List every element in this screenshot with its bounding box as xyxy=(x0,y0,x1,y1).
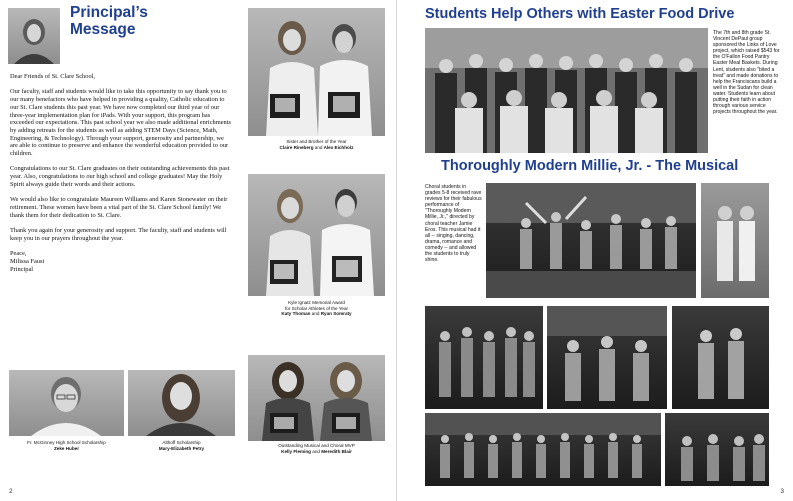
caption-title: Kyle Ignatz Memorial Award xyxy=(288,300,345,305)
award-photo-musical-mvp xyxy=(248,355,385,441)
caption-title: Althoff Scholarship xyxy=(162,440,201,445)
page-number-right: 3 xyxy=(780,488,784,495)
award-photo-scholar-athletes xyxy=(248,174,385,296)
letter-salutation: Dear Friends of St. Clare School, xyxy=(10,73,96,80)
award-photo-sister-brother xyxy=(248,8,385,136)
musical-photo-finale xyxy=(486,183,696,298)
musical-photo-duet xyxy=(701,183,769,298)
musical-photo-cast-1 xyxy=(425,306,543,409)
caption-conjunction: and xyxy=(311,311,320,317)
musical-photo-ensemble xyxy=(665,413,769,486)
caption-musical-mvp xyxy=(248,443,385,454)
letter-signature-title: Principal xyxy=(10,265,34,273)
caption-names xyxy=(248,449,385,455)
letter-paragraph: Congratulations to our St. Clare graduates on their outstanding achievements this past year. Also, congratulations to our high school and college graduates! May the Holy Spirit always guide their words and their actions. xyxy=(10,165,230,188)
heading-line-2: Message xyxy=(70,21,136,38)
principal-letter xyxy=(10,73,232,273)
winner-name: Kelly Fleming xyxy=(281,448,311,454)
musical-photo-cast-3 xyxy=(672,306,769,409)
left-page xyxy=(0,0,396,501)
heading-line-1: Principal’s xyxy=(70,4,148,21)
musical-text: Choral students in grades 5-8 received rave reviews for their fabulous performance of "Thoroughly Modern Millie, Jr.," directed by choral teacher Jamie Eros. This musical had it all -- singing, dancing, drama, romance and comedy -- and allowed the students to truly shine. xyxy=(425,184,482,264)
musical-photo-dance-line xyxy=(425,413,661,486)
winner-name: Zeke Huber xyxy=(53,445,80,451)
winner-name: Ryan Somraty xyxy=(320,311,352,317)
food-drive-text: The 7th and 8th grade St. Vincent DePaul group sponsored the Links of Love project, which raised $543 for the O'Fallon Food Pantry Easter Meal Baskets. During Lent, students also "bited a treat" and made donations to help the Franciscans build a well in the Sudan for clean water. Students learn about putting their faith in action through various service projects throughout the year. xyxy=(713,30,780,116)
page-number-left: 2 xyxy=(9,488,13,495)
award-photo-althoff xyxy=(128,370,235,436)
food-drive-headline: Students Help Others with Easter Food Drive xyxy=(425,6,735,22)
caption-names xyxy=(248,311,385,317)
winner-name: Claire Rineberg xyxy=(279,144,314,150)
caption-althoff xyxy=(128,440,235,451)
letter-paragraph: We would also like to congratulate Maureen Williams and Karen Stonewater on their retirement. These women have been a vital part of the St. Clare School family! We thank them for their dedication to St. Clare. xyxy=(10,196,228,219)
principal-portrait-photo xyxy=(8,8,60,64)
caption-mcginney xyxy=(9,440,124,451)
winner-name: Meredith Blair xyxy=(321,448,352,454)
letter-signature-name: Milissa Faust xyxy=(10,257,45,265)
award-photo-mcginney xyxy=(9,370,124,436)
caption-subtitle: for Scholar Athletes of the Year xyxy=(284,305,349,311)
caption-scholar-athletes xyxy=(248,300,385,317)
letter-closing: Peace, xyxy=(10,250,27,258)
caption-conjunction: and xyxy=(312,448,320,454)
principals-message-heading xyxy=(70,4,148,38)
caption-conjunction: and xyxy=(314,144,323,150)
winner-name: Katy Thoman xyxy=(281,311,311,317)
caption-names xyxy=(248,145,385,151)
musical-photo-cast-2 xyxy=(547,306,667,409)
musical-headline: Thoroughly Modern Millie, Jr. - The Musical xyxy=(441,158,739,174)
caption-title: Fr. McGinney High School Scholarship xyxy=(27,440,106,445)
caption-title: Sister and Brother of the Year xyxy=(286,139,347,144)
letter-paragraph: Our faculty, staff and students would like to take this opportunity to say thank you to our many benefactors who have helped in providing a quality, Catholic education to our St. Clare students this past year. We have now completed our third year of our three-year implementation plan for iPads. With your support, this program has exceeded our expectations. This past school year we also made additional enrichments by adding retreats for the students as well as adding STEM Days (Science, Math, Engineering, & Technology). Through your support, generosity and partnership, we are able to continue to preserve and enhance the wonderful education provided to our children. xyxy=(10,88,231,158)
caption-title: Outstanding Musical and Choral MVP xyxy=(278,443,355,448)
food-drive-group-photo xyxy=(425,28,708,153)
winner-name: Alex Eichholz xyxy=(323,144,354,150)
right-page xyxy=(397,0,793,501)
winner-name: Mary-Elizabeth Petry xyxy=(158,445,205,451)
caption-sister-brother xyxy=(248,139,385,150)
letter-paragraph: Thank you again for your generosity and support. The faculty, staff and students will keep you in our prayers throughout the year. xyxy=(10,227,227,242)
